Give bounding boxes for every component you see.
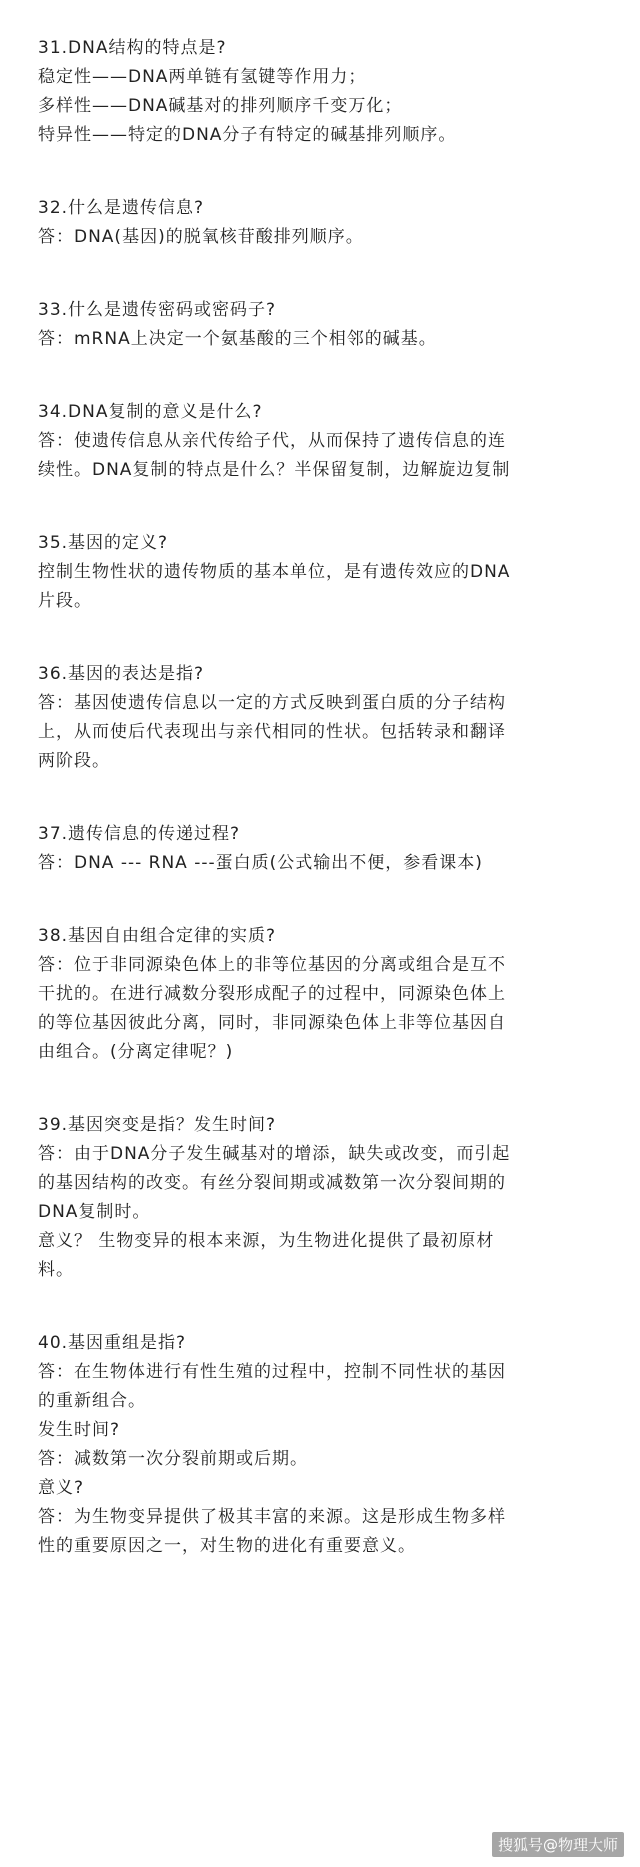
answer-line: 续性。DNA复制的特点是什么？半保留复制，边解旋边复制	[38, 460, 511, 480]
qa-section	[38, 820, 618, 878]
section-spacer	[38, 1067, 618, 1111]
question-heading: 33.什么是遗传密码或密码子?	[38, 300, 277, 320]
watermark: 搜狐号@物理大师	[492, 1832, 624, 1857]
answer-line: 答：mRNA上决定一个氨基酸的三个相邻的碱基。	[38, 329, 437, 349]
section-spacer	[38, 354, 618, 398]
qa-section	[38, 529, 618, 616]
answer-line: 由组合。(分离定律呢？)	[38, 1042, 234, 1062]
answer-line: 上，从而使后代表现出与亲代相同的性状。包括转录和翻译	[38, 722, 506, 742]
question-heading: 32.什么是遗传信息?	[38, 198, 205, 218]
answer-line: 控制生物性状的遗传物质的基本单位，是有遗传效应的DNA	[38, 562, 511, 582]
answer-line: DNA复制时。	[38, 1202, 151, 1222]
answer-line: 答：位于非同源染色体上的非等位基因的分离或组合是互不	[38, 955, 506, 975]
qa-section	[38, 398, 618, 485]
answer-line: 意义？ 生物变异的根本来源，为生物进化提供了最初原材	[38, 1231, 495, 1251]
section-spacer	[38, 878, 618, 922]
question-heading: 35.基因的定义?	[38, 533, 169, 553]
qa-document	[38, 34, 618, 1561]
answer-line: 性的重要原因之一，对生物的进化有重要意义。	[38, 1536, 416, 1556]
answer-line: 答：减数第一次分裂前期或后期。	[38, 1449, 308, 1469]
qa-section	[38, 1111, 618, 1285]
section-spacer	[38, 1285, 618, 1329]
qa-section	[38, 34, 618, 150]
section-spacer	[38, 252, 618, 296]
section-spacer	[38, 485, 618, 529]
answer-line: 答：由于DNA分子发生碱基对的增添，缺失或改变，而引起	[38, 1144, 511, 1164]
question-heading: 34.DNA复制的意义是什么?	[38, 402, 263, 422]
answer-line: 答：DNA --- RNA ---蛋白质(公式输出不便，参看课本)	[38, 853, 483, 873]
answer-line: 多样性——DNA碱基对的排列顺序千变万化；	[38, 96, 403, 116]
answer-line: 的重新组合。	[38, 1391, 146, 1411]
qa-section	[38, 1329, 618, 1561]
qa-section	[38, 660, 618, 776]
section-spacer	[38, 616, 618, 660]
answer-line: 答：使遗传信息从亲代传给子代，从而保持了遗传信息的连	[38, 431, 506, 451]
question-heading: 31.DNA结构的特点是?	[38, 38, 227, 58]
answer-line: 料。	[38, 1260, 74, 1280]
qa-section	[38, 296, 618, 354]
answer-line: 片段。	[38, 591, 92, 611]
section-spacer	[38, 776, 618, 820]
answer-line: 特异性——特定的DNA分子有特定的碱基排列顺序。	[38, 125, 457, 145]
question-heading: 40.基因重组是指?	[38, 1333, 187, 1353]
answer-line: 答：为生物变异提供了极其丰富的来源。这是形成生物多样	[38, 1507, 506, 1527]
answer-line: 答：基因使遗传信息以一定的方式反映到蛋白质的分子结构	[38, 693, 506, 713]
answer-line: 意义?	[38, 1478, 85, 1498]
question-heading: 37.遗传信息的传递过程?	[38, 824, 241, 844]
answer-line: 的等位基因彼此分离，同时，非同源染色体上非等位基因自	[38, 1013, 506, 1033]
question-heading: 36.基因的表达是指?	[38, 664, 205, 684]
answer-line: 两阶段。	[38, 751, 110, 771]
answer-line: 稳定性——DNA两单链有氢键等作用力；	[38, 67, 367, 87]
answer-line: 答：在生物体进行有性生殖的过程中，控制不同性状的基因	[38, 1362, 506, 1382]
answer-line: 发生时间?	[38, 1420, 121, 1440]
qa-section	[38, 194, 618, 252]
answer-line: 的基因结构的改变。有丝分裂间期或减数第一次分裂间期的	[38, 1173, 506, 1193]
question-heading: 39.基因突变是指？发生时间?	[38, 1115, 277, 1135]
answer-line: 干扰的。在进行减数分裂形成配子的过程中，同源染色体上	[38, 984, 506, 1004]
qa-section	[38, 922, 618, 1067]
question-heading: 38.基因自由组合定律的实质?	[38, 926, 277, 946]
section-spacer	[38, 150, 618, 194]
answer-line: 答：DNA(基因)的脱氧核苷酸排列顺序。	[38, 227, 364, 247]
